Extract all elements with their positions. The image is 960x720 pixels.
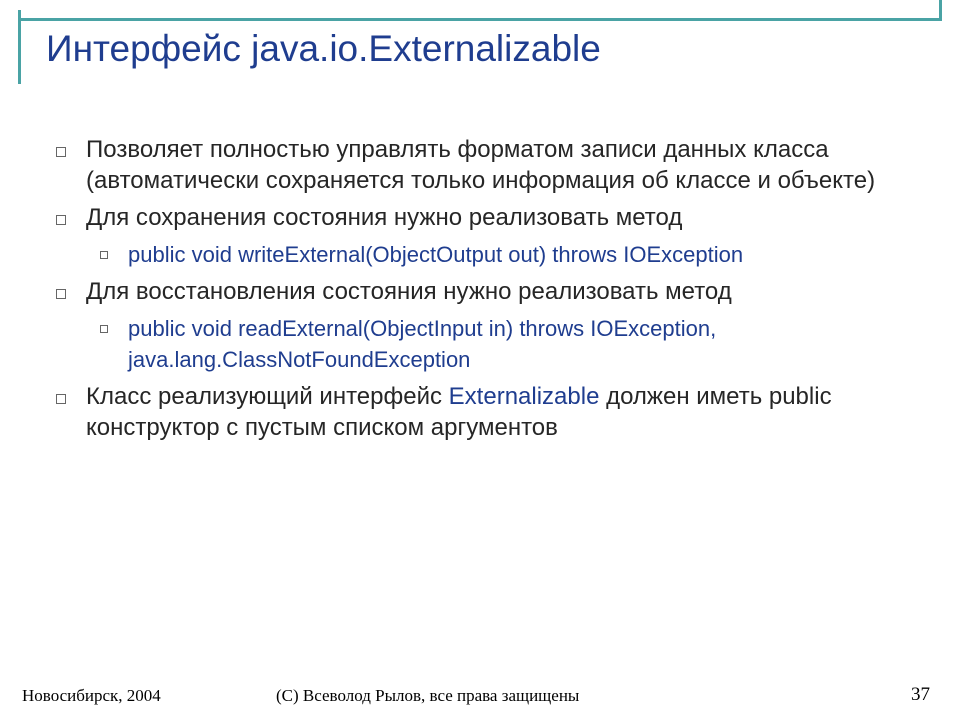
bullet-text-after: должен иметь public конструктор с пустым списком аргументов [86, 383, 832, 441]
bullet-item [56, 202, 936, 233]
decor-right-line [939, 0, 942, 21]
page-number: 37 [911, 684, 930, 705]
decor-vertical-line [18, 10, 21, 84]
square-bullet-icon [100, 251, 108, 259]
code-text: public void readExternal(ObjectInput in) throws IOException, java.lang.ClassNotFoundException [128, 316, 717, 372]
square-bullet-icon [56, 289, 66, 299]
bullet-item [56, 276, 936, 307]
highlight-text: Externalizable [448, 383, 600, 410]
code-text: public void writeExternal(ObjectOutput out) throws IOException [128, 242, 744, 267]
square-bullet-icon [56, 215, 66, 225]
bullet-item [56, 134, 936, 196]
bullet-text: Для восстановления состояния нужно реализовать метод [86, 278, 732, 305]
bullet-item [56, 381, 936, 443]
slide-content [56, 134, 936, 449]
decor-horizontal-line [18, 18, 942, 21]
footer-copyright: (C) Всеволод Рылов, все права защищены [276, 686, 580, 705]
bullet-text-before: Класс реализующий интерфейс [86, 383, 449, 410]
sub-bullet-item [56, 313, 936, 375]
sub-bullet-item [56, 239, 936, 270]
slide-title: Интерфейс java.io.Externalizable [46, 28, 601, 69]
square-bullet-icon [100, 325, 108, 333]
square-bullet-icon [56, 394, 66, 404]
bullet-text: Позволяет полностью управлять форматом записи данных класса (автоматически сохраняется только информация об классе и объекте) [86, 136, 876, 194]
square-bullet-icon [56, 147, 66, 157]
bullet-text: Для сохранения состояния нужно реализовать метод [86, 204, 683, 231]
footer-location: Новосибирск, 2004 [22, 686, 161, 705]
